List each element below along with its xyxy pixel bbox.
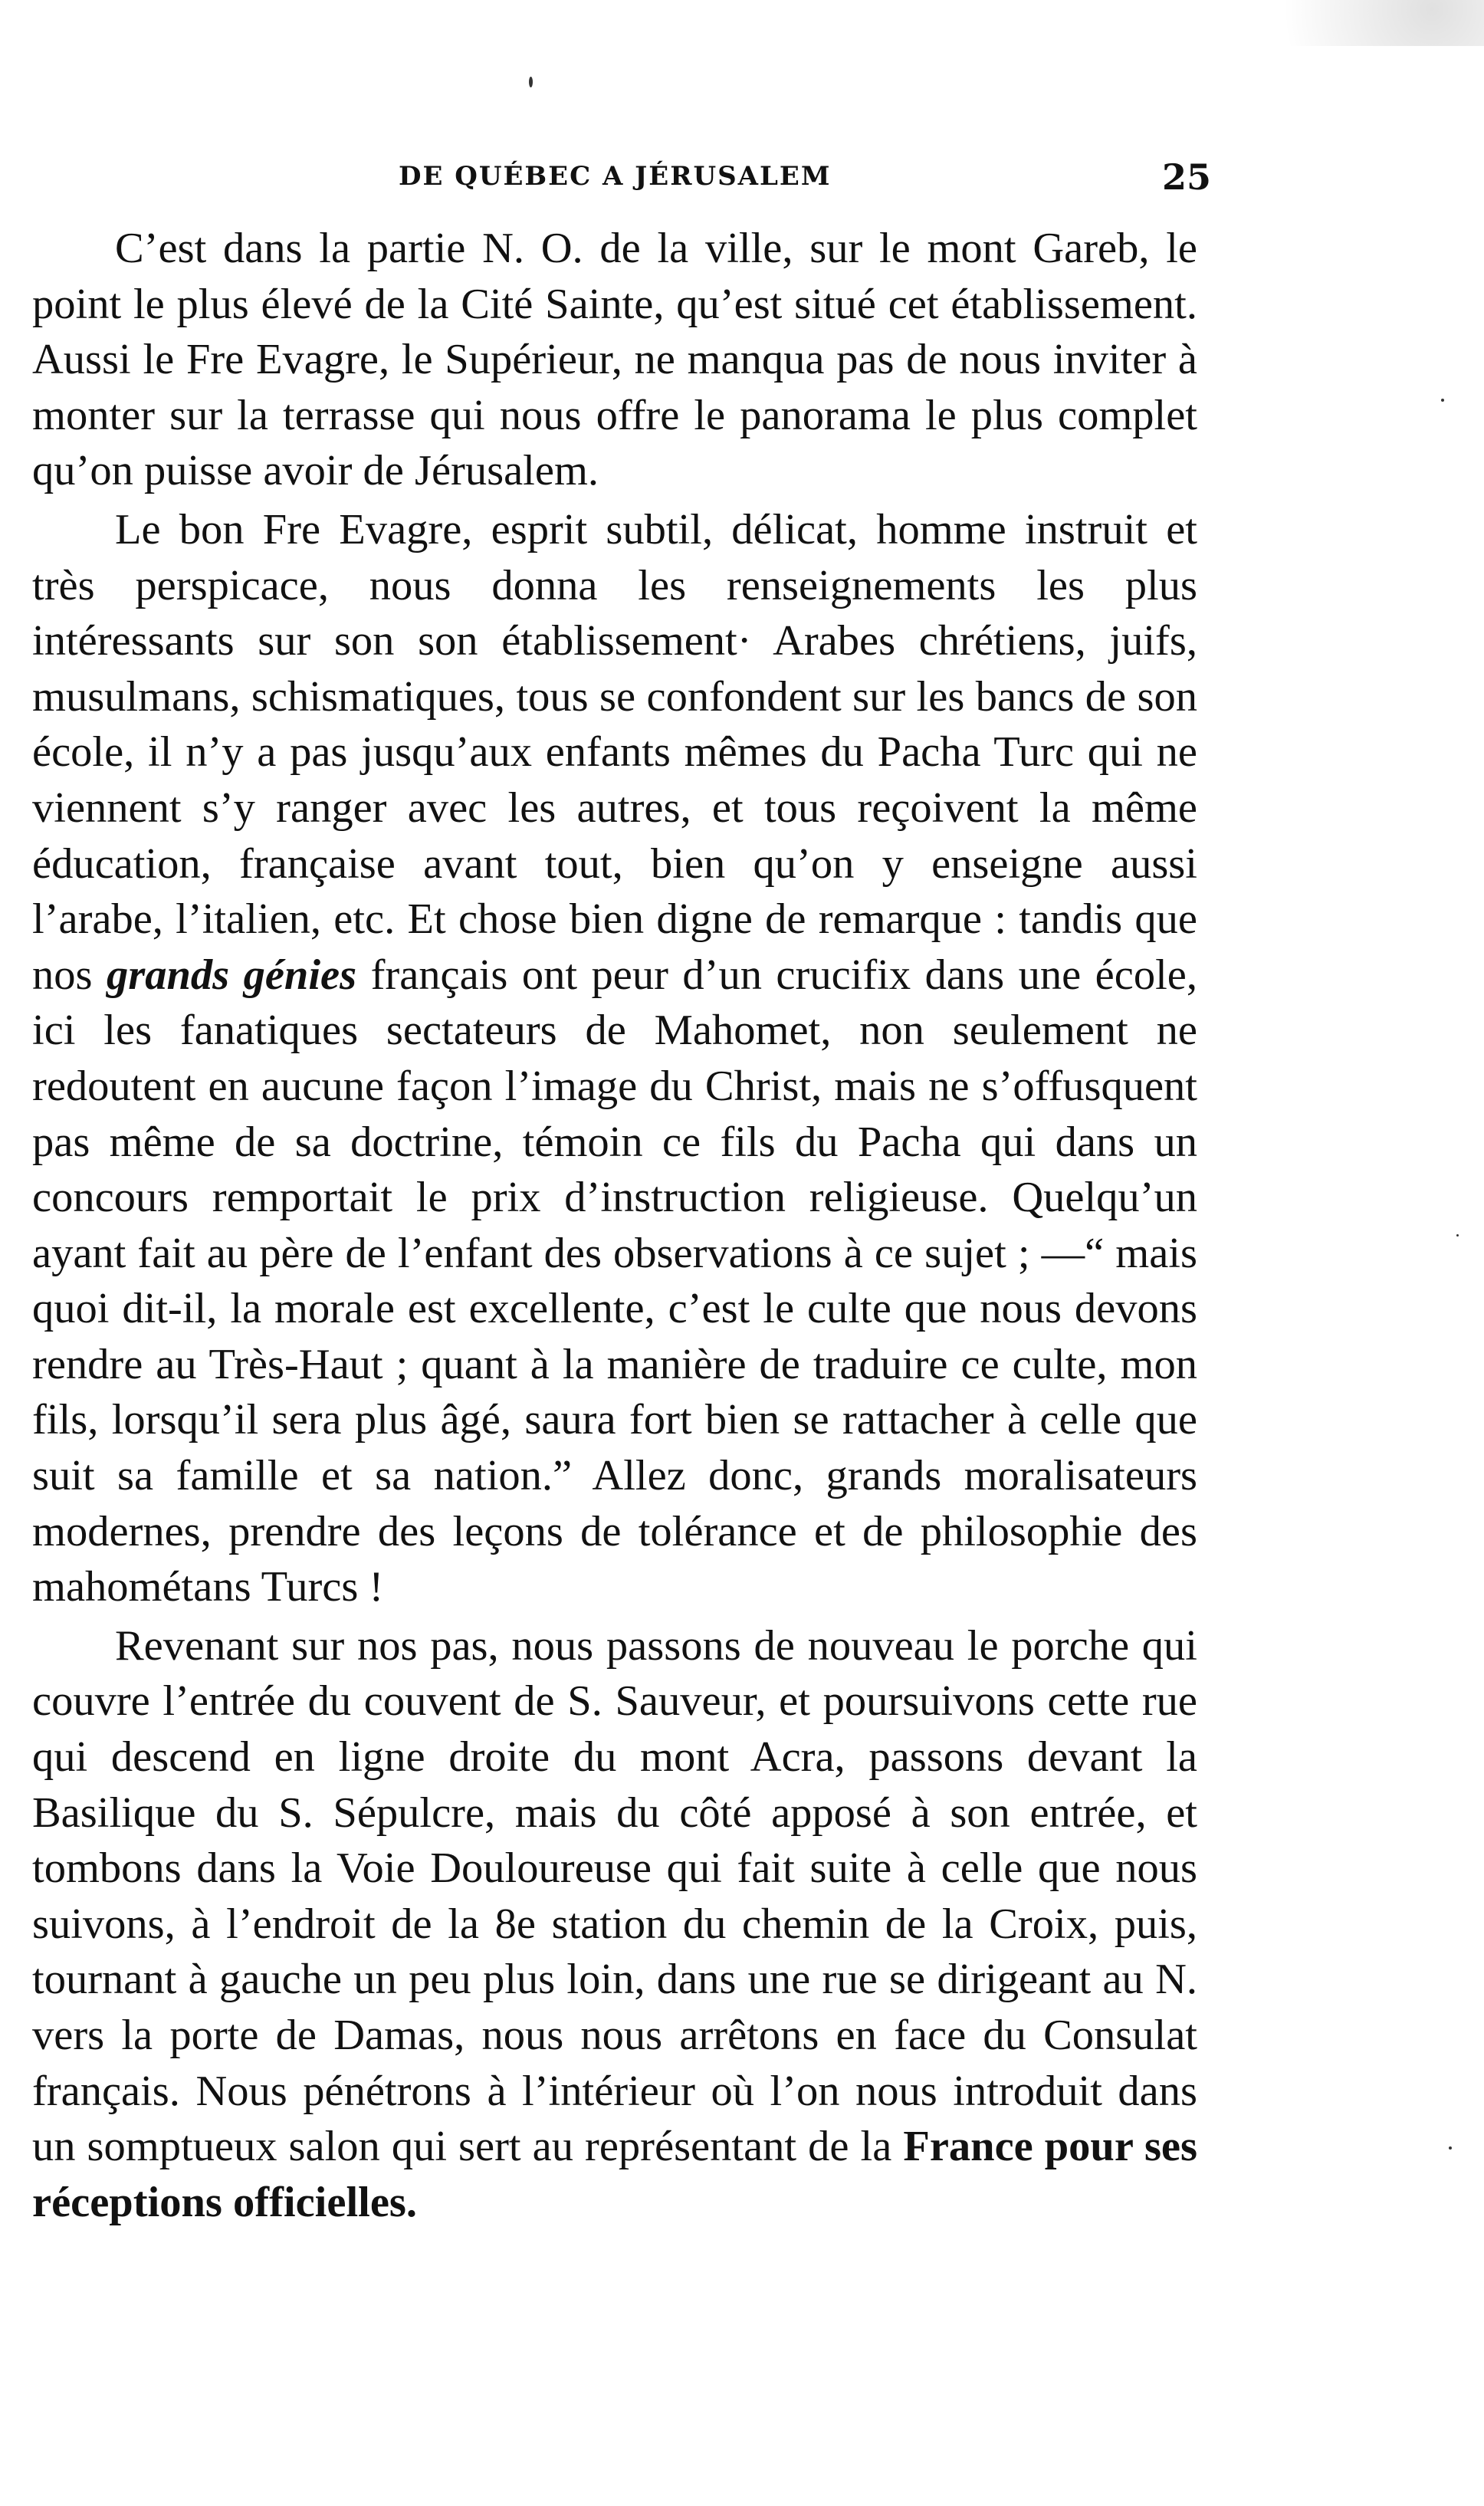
- page-number: 25: [1161, 156, 1211, 198]
- paragraph-3: [32, 1618, 1197, 2231]
- ink-speck: [529, 77, 533, 87]
- paragraph-2: [32, 502, 1197, 1615]
- paragraph-3-text-a: Revenant sur nos pas, nous passons de nouveau le porche qui couvre l’entrée du couvent de S. Sauveur, et poursuivons cette rue qui descend en ligne droite du mont Acra, passons devant la Basilique du S. Sépulcre, mais du côté apposé à son entrée, et tombons dans la Voie Douloureuse qui fait suite à celle que nous suivons, à l’endroit de la 8e station du chemin de la Croix, puis, tournant à gauche un peu plus loin, dans une rue se dirigeant au N. vers la porte de Damas, nous nous arrêtons en face du Consulat français. Nous pénétrons à l’intérieur où l’on nous introduit dans un somptueux salon qui sert au représentant de la: [32, 1621, 1197, 2171]
- running-title: DE QUÉBEC A JÉRUSALEM: [399, 161, 832, 192]
- paragraph-1-text: C’est dans la partie N. O. de la ville, sur le mont Gareb, le point le plus élevé de la Cité Sainte, qu’est situé cet établissement. Aussi le Fre Evagre, le Supérieur, ne manqua pas de nous inviter à monter sur la terrasse qui nous offre le panorama le plus complet qu’on puisse avoir de Jérusalem.: [32, 225, 1197, 495]
- ink-speck: [1449, 2146, 1452, 2150]
- paragraph-1: [32, 221, 1197, 499]
- scan-edge-noise: [1223, 0, 1484, 46]
- body-text: [32, 221, 1197, 2230]
- paragraph-2-text-a: Le bon Fre Evagre, esprit subtil, délicat, homme instruit et très perspicace, nous donna les renseignements les plus intéressants sur son son établissement· Arabes chrétiens, juifs, musulmans, schismatiques, tous se confondent sur les bancs de son école, il n’y a pas jusqu’aux enfants mêmes du Pacha Turc qui ne viennent s’y ranger avec les autres, et tous reçoivent la même éducation, française avant tout, bien qu’on y enseigne aussi l’arabe, l’italien, etc. Et chose bien digne de remarque : tandis que nos: [32, 505, 1197, 999]
- ink-speck: [1456, 1234, 1459, 1237]
- paragraph-2-text-b: français ont peur d’un crucifix dans une école, ici les fanatiques sectateurs de Mahomet, non seulement ne redoutent en aucune façon l’image du Christ, mais ne s’offusquent pas même de sa doctrine, témoin ce fils du Pacha qui dans un concours remportait le prix d’instruction religieuse. Quelqu’un ayant fait au père de l’enfant des observations à ce sujet ; —“ mais quoi dit-il, la morale est excellente, c’est le culte que nous devons rendre au Très-Haut ; quant à la manière de traduire ce culte, mon fils, lorsqu’il sera plus âgé, saura fort bien se rattacher à celle que suit sa famille et sa nation.” Allez donc, grands moralisateurs modernes, prendre des leçons de tolérance et de philosophie des mahométans Turcs !: [32, 951, 1197, 1611]
- paragraph-3-bold-ending: France pour ses réceptions officielles.: [32, 2123, 1198, 2226]
- paragraph-2-italic-phrase: grands génies: [106, 951, 357, 999]
- ink-speck: [1441, 399, 1444, 402]
- page-header: [31, 156, 1211, 215]
